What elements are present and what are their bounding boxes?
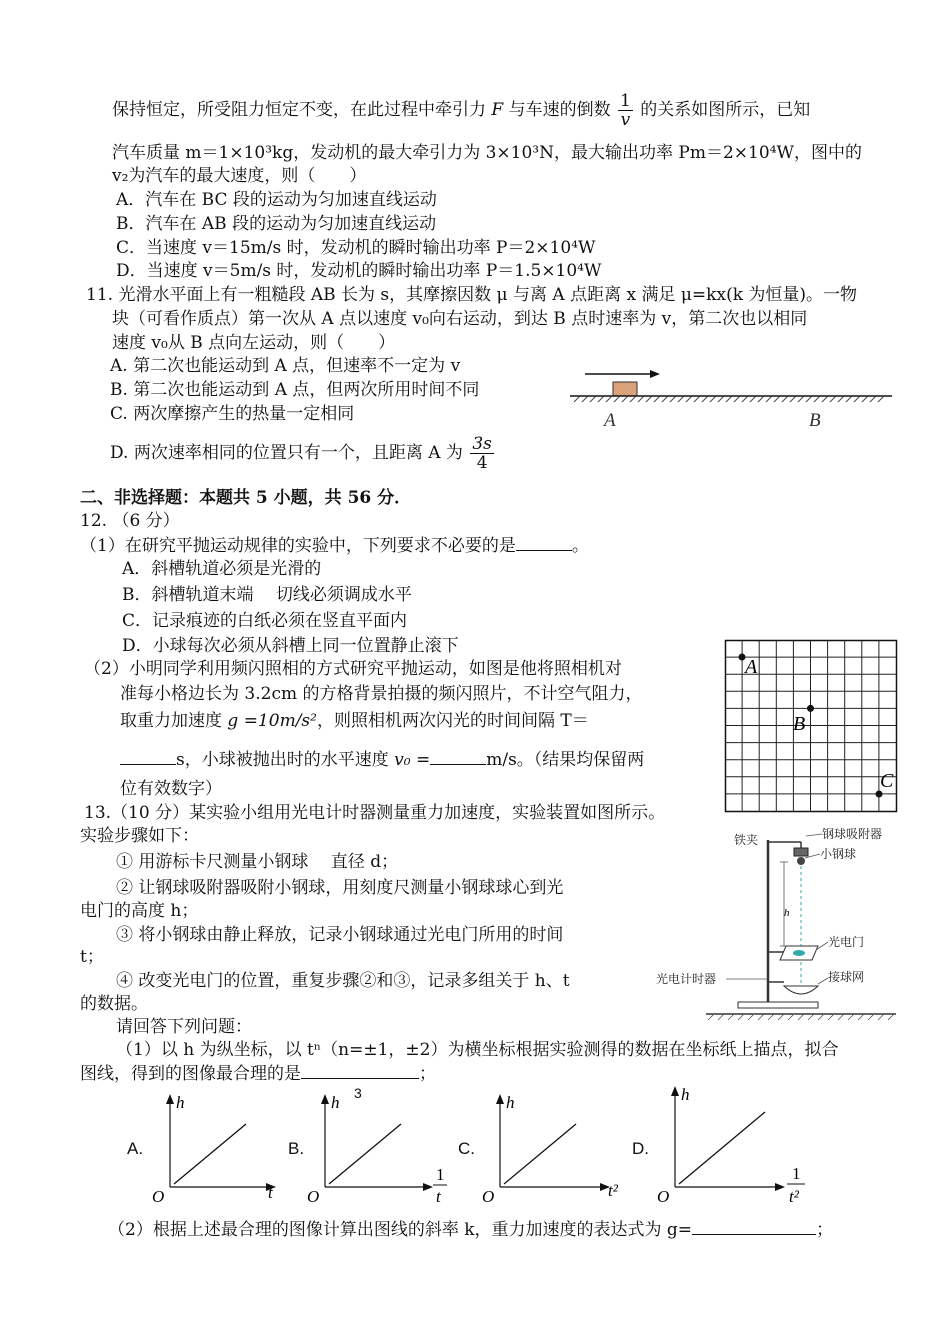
q10-var-F: F (491, 100, 504, 120)
q10-frac-num: 1 (620, 91, 631, 111)
steel-ball (797, 857, 805, 865)
label-ball: 小钢球 (820, 847, 857, 861)
q11-figure (560, 360, 900, 440)
graph-b-xlabel-num: 1 (436, 1165, 445, 1184)
q13-step2b: 电门的高度 h； (80, 901, 199, 921)
q11-option-d-text: D. 两次速率相同的位置只有一个，且距离 A 为 (110, 443, 463, 463)
q13-q1-line1: （1）以 h 为纵坐标，以 tⁿ（n=±1，±2）为横坐标根据实验测得的数据在坐标纸上描点，拟合 (116, 1040, 839, 1060)
q12-option-d: D．小球每次必须从斜槽上同一位置静止滚下 (122, 636, 459, 656)
graph-c-origin: O (482, 1187, 495, 1206)
q13-ask: 请回答下列问题： (116, 1017, 252, 1037)
q12-gravity: g =10m/s² (227, 711, 317, 731)
q12-p2-3a: 取重力加速度 (120, 711, 222, 731)
q12-option-c: C．记录痕迹的白纸必须在竖直平面内 (122, 611, 408, 631)
q11-option-d (110, 432, 496, 474)
graph-b[interactable] (305, 1092, 455, 1212)
q10-option-c: C．当速度 v＝15m/s 时，发动机的瞬时输出功率 P＝2×10⁴W (116, 238, 596, 258)
graph-b-xlabel-den: t (436, 1187, 441, 1206)
q11-option-a: A. 第二次也能运动到 A 点，但速率不一定为 v (110, 356, 461, 376)
q12-p2-4c: m/s。（结果均保留两 (486, 750, 645, 770)
grid-label-b: B (793, 713, 806, 735)
graph-a-ylabel: h (176, 1093, 185, 1112)
q13-step3a: ③ 将小钢球由静止释放，记录小钢球通过光电门所用的时间 (116, 925, 564, 945)
q11-frac-den: 4 (476, 453, 488, 473)
page-number: 3 (354, 1085, 362, 1101)
q11-option-b: B. 第二次也能运动到 A 点，但两次所用时间不同 (110, 380, 480, 400)
q10-option-b: B．汽车在 AB 段的运动为匀加速直线运动 (116, 214, 437, 234)
grid-label-c: C (880, 770, 894, 792)
catch-net (784, 986, 818, 994)
q10-line3: v₂为汽车的最大速度，则（ ） (112, 166, 367, 186)
graph-a-line (174, 1124, 246, 1184)
q13-step4b: 的数据。 (80, 994, 148, 1014)
graph-a[interactable] (150, 1092, 280, 1212)
graph-c-xlabel: t² (608, 1181, 618, 1200)
q10-option-a: A．汽车在 BC 段的运动为匀加速直线运动 (116, 190, 437, 210)
q12-option-b: B．斜槽轨道末端 切线必须调成水平 (122, 585, 412, 605)
q11-label-b: B (809, 410, 821, 431)
graph-d-xlabel-num: 1 (792, 1164, 801, 1183)
label-adsorber: 钢球吸附器 (822, 827, 883, 841)
q12-p2-line2: 准每小格边长为 3.2cm 的方格背景拍摄的频闪照片，不计空气阻力， (120, 684, 643, 704)
q11-frac-num: 3s (472, 434, 492, 454)
q13-step2a: ② 让钢球吸附器吸附小钢球，用刻度尺测量小钢球球心到光 (116, 878, 564, 898)
q13-step1: ① 用游标卡尺测量小钢球 直径 d； (116, 852, 399, 872)
q12-p2-3c: ，则照相机两次闪光的时间间隔 T＝ (316, 711, 589, 731)
graph-c[interactable] (480, 1092, 630, 1212)
graph-a-option: A. (127, 1139, 144, 1158)
graph-d[interactable] (655, 1082, 815, 1212)
q13-q1-end: ； (419, 1064, 436, 1084)
q13-q1-line2 (80, 1062, 436, 1085)
graph-a-origin: O (152, 1187, 165, 1206)
q12-head: 12. （6 分） (80, 511, 180, 531)
q10-frac-den: v (620, 110, 631, 130)
graph-d-xlabel-den: t² (789, 1187, 799, 1206)
label-gate: 光电门 (828, 935, 865, 949)
q13-q1-answer-blank[interactable] (301, 1062, 419, 1079)
q13-q1-text: 图线，得到的图像最合理的是 (80, 1064, 301, 1084)
q13-step3b: t； (80, 947, 104, 967)
q13-step4a: ④ 改变光电门的位置，重复步骤②和③，记录多组关于 h、t (116, 971, 570, 991)
grid-label-a: A (745, 656, 758, 678)
graph-c-line (504, 1124, 576, 1184)
q10-line1-c: 的关系如图所示，已知 (640, 100, 811, 120)
q13-q2-end: ； (816, 1220, 834, 1240)
q12-grid-figure (725, 640, 897, 812)
q11-option-d-fraction (470, 435, 494, 472)
q13-q2-answer-blank[interactable] (692, 1218, 816, 1235)
q12-p2-line5: 位有效数字） (120, 779, 222, 799)
graph-b-line (329, 1124, 401, 1184)
q12-p1-answer-blank[interactable] (516, 534, 572, 551)
graph-d-option: D. (632, 1139, 649, 1158)
q12-option-a: A．斜槽轨道必须是光滑的 (122, 559, 322, 579)
graph-c-ylabel: h (506, 1093, 515, 1112)
q11-label-a: A (604, 410, 616, 431)
adsorber (794, 848, 808, 856)
q12-p2-line4 (120, 748, 644, 771)
graph-a-xlabel: t (268, 1183, 273, 1202)
q12-p1-text: （1）在研究平抛运动规律的实验中，下列要求不必要的是 (80, 536, 516, 556)
q13-apparatus-figure (656, 826, 926, 1026)
q12-p2-4a: s，小球被抛出时的水平速度 (176, 750, 389, 770)
q11-line2: 块（可看作质点）第一次从 A 点以速度 v₀向右运动，到达 B 点时速率为 v，第二次也以相同 (112, 309, 808, 329)
label-iron-clamp: 铁夹 (734, 833, 759, 847)
q11-line1: 11. 光滑水平面上有一粗糙段 AB 长为 s，其摩擦因数 μ 与离 A 点距离 x 满足 μ=kx(k 为恒量)。一物 (86, 285, 858, 305)
q10-line1 (112, 90, 810, 130)
label-net: 接球网 (828, 970, 865, 984)
section2-title: 二、非选择题：本题共 5 小题，共 56 分． (80, 488, 412, 508)
q13-q2-line (108, 1218, 833, 1241)
q11-option-c: C. 两次摩擦产生的热量一定相同 (110, 404, 355, 424)
graph-d-line (679, 1112, 765, 1184)
graph-c-option: C. (458, 1139, 475, 1158)
q10-line1-a: 保持恒定，所受阻力恒定不变，在此过程中牵引力 (112, 100, 486, 120)
block (613, 382, 637, 396)
label-timer: 光电计时器 (656, 972, 717, 986)
grid-point-b (807, 705, 814, 712)
q12-p2-line3 (120, 710, 589, 732)
q13-head: 13.（10 分）某实验小组用光电计时器测量重力加速度，实验装置如图所示。 (84, 803, 666, 823)
q12-speed-blank[interactable] (430, 748, 486, 765)
q12-v0: v₀ = (394, 750, 431, 770)
graph-b-origin: O (307, 1187, 320, 1206)
q13-q2-text: （2）根据上述最合理的图像计算出图线的斜率 k，重力加速度的表达式为 g= (108, 1220, 693, 1240)
q10-fraction (618, 92, 633, 129)
q12-p1 (80, 534, 589, 557)
q13-steps-title: 实验步骤如下： (80, 826, 199, 846)
q12-period-blank[interactable] (120, 748, 176, 765)
graph-d-origin: O (657, 1187, 670, 1206)
graph-d-ylabel: h (681, 1085, 690, 1104)
q10-option-d: D．当速度 v＝5m/s 时，发动机的瞬时输出功率 P＝1.5×10⁴W (116, 261, 602, 281)
label-h: h (784, 907, 790, 919)
q10-line1-b: 与车速的倒数 (508, 100, 611, 120)
q12-p2-line1: （2）小明同学利用频闪照相的方式研究平抛运动，如图是他将照相机对 (84, 659, 622, 679)
graph-b-ylabel: h (331, 1093, 340, 1112)
q10-line2: 汽车质量 m＝1×10³kg，发动机的最大牵引力为 3×10³N，最大输出功率 Pm＝2×10⁴W，图中的 (112, 143, 862, 163)
q12-p1-end: 。 (571, 536, 589, 556)
q11-line3: 速度 v₀从 B 点向左运动，则（ ） (112, 333, 396, 353)
graph-b-option: B. (288, 1139, 305, 1158)
